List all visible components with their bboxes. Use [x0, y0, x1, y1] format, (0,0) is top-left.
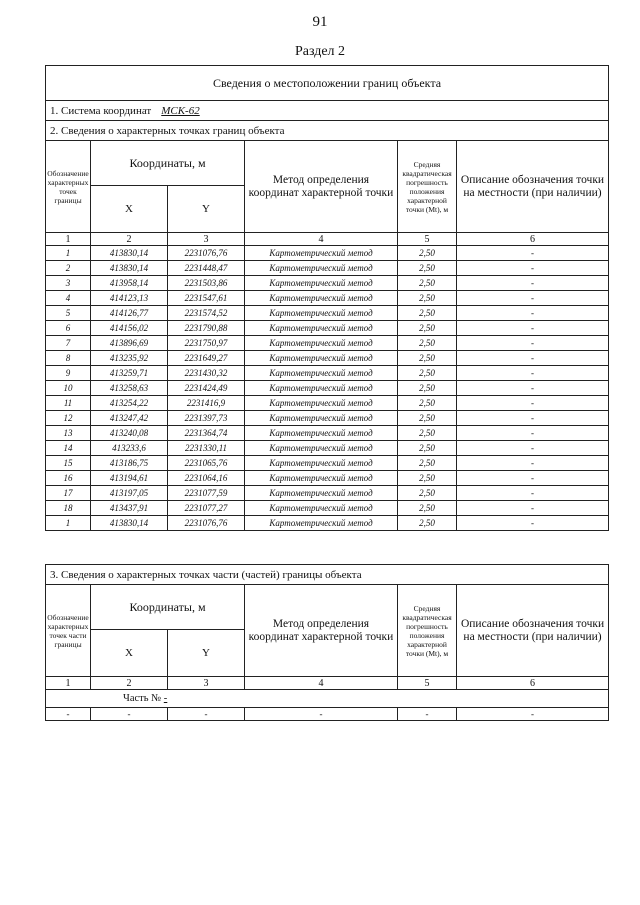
part-label-cell — [46, 690, 609, 708]
y-coord: 2231064,16 — [168, 471, 245, 486]
table-row — [46, 366, 609, 381]
error: 2,50 — [398, 411, 457, 426]
table-row — [46, 291, 609, 306]
table-row — [46, 336, 609, 351]
y-coord: 2231790,88 — [168, 321, 245, 336]
error: 2,50 — [398, 261, 457, 276]
col-number: 1 — [46, 677, 91, 690]
header-error: Средняя квадратическая погрешность положения характерной точки (Мt), м — [398, 141, 457, 233]
method: Картометрический метод — [245, 426, 398, 441]
error: 2,50 — [398, 441, 457, 456]
point-id: 17 — [46, 486, 91, 501]
part-value: - — [163, 693, 168, 704]
method: Картометрический метод — [245, 471, 398, 486]
point-id: 4 — [46, 291, 91, 306]
header-point: Обозначение характерных точек границы — [46, 141, 91, 233]
x-coord: 413830,14 — [91, 516, 168, 531]
col-number: 5 — [398, 677, 457, 690]
description: - — [457, 396, 609, 411]
description: - — [457, 291, 609, 306]
description: - — [457, 516, 609, 531]
point-id: 13 — [46, 426, 91, 441]
part-dash-row — [46, 708, 609, 721]
header-y: Y — [168, 186, 245, 233]
table-row — [46, 396, 609, 411]
x-coord: 413259,71 — [91, 366, 168, 381]
x-coord: 413240,08 — [91, 426, 168, 441]
header-method: Метод определения координат характерной точки — [245, 141, 398, 233]
dash-cell: - — [46, 708, 91, 721]
method: Картометрический метод — [245, 336, 398, 351]
header-error: Средняя квадратическая погрешность положения характерной точки (Мt), м — [398, 585, 457, 677]
table-row — [46, 351, 609, 366]
method: Картометрический метод — [245, 321, 398, 336]
part-row — [46, 690, 609, 708]
description: - — [457, 306, 609, 321]
section2-title: 2. Сведения о характерных точках границ объекта — [46, 121, 609, 141]
coordinate-system-row — [46, 101, 609, 121]
x-coord: 413194,61 — [91, 471, 168, 486]
point-id: 8 — [46, 351, 91, 366]
x-coord: 414126,77 — [91, 306, 168, 321]
method: Картометрический метод — [245, 381, 398, 396]
method: Картометрический метод — [245, 261, 398, 276]
error: 2,50 — [398, 471, 457, 486]
y-coord: 2231430,32 — [168, 366, 245, 381]
method: Картометрический метод — [245, 246, 398, 261]
x-coord: 413247,42 — [91, 411, 168, 426]
point-id: 15 — [46, 456, 91, 471]
error: 2,50 — [398, 276, 457, 291]
point-id: 9 — [46, 366, 91, 381]
table-row — [46, 516, 609, 531]
point-id: 2 — [46, 261, 91, 276]
point-id: 3 — [46, 276, 91, 291]
description: - — [457, 336, 609, 351]
description: - — [457, 366, 609, 381]
x-coord: 413186,75 — [91, 456, 168, 471]
part-label: Часть № — [123, 693, 162, 704]
page-number: 91 — [312, 14, 328, 30]
description: - — [457, 246, 609, 261]
table-row — [46, 246, 609, 261]
col-number: 5 — [398, 233, 457, 246]
error: 2,50 — [398, 426, 457, 441]
table-row — [46, 321, 609, 336]
description: - — [457, 276, 609, 291]
y-coord: 2231574,52 — [168, 306, 245, 321]
error: 2,50 — [398, 321, 457, 336]
dash-cell: - — [91, 708, 168, 721]
error: 2,50 — [398, 366, 457, 381]
col-number: 3 — [168, 677, 245, 690]
dash-cell: - — [168, 708, 245, 721]
x-coord: 413830,14 — [91, 261, 168, 276]
y-coord: 2231547,61 — [168, 291, 245, 306]
header-y: Y — [168, 630, 245, 677]
point-id: 6 — [46, 321, 91, 336]
y-coord: 2231448,47 — [168, 261, 245, 276]
y-coord: 2231330,11 — [168, 441, 245, 456]
point-id: 5 — [46, 306, 91, 321]
error: 2,50 — [398, 246, 457, 261]
header-coords: Координаты, м — [91, 141, 245, 186]
point-id: 10 — [46, 381, 91, 396]
point-id: 1 — [46, 516, 91, 531]
description: - — [457, 261, 609, 276]
point-id: 1 — [46, 246, 91, 261]
description: - — [457, 426, 609, 441]
section-title: Раздел 2 — [294, 44, 346, 59]
x-coord: 413896,69 — [91, 336, 168, 351]
x-coord: 414156,02 — [91, 321, 168, 336]
x-coord: 413233,6 — [91, 441, 168, 456]
description: - — [457, 321, 609, 336]
x-coord: 413197,05 — [91, 486, 168, 501]
description: - — [457, 351, 609, 366]
y-coord: 2231364,74 — [168, 426, 245, 441]
method: Картометрический метод — [245, 516, 398, 531]
description: - — [457, 441, 609, 456]
x-coord: 413437,91 — [91, 501, 168, 516]
header-x: X — [91, 630, 168, 677]
description: - — [457, 501, 609, 516]
description: - — [457, 411, 609, 426]
col-number: 2 — [91, 233, 168, 246]
error: 2,50 — [398, 306, 457, 321]
y-coord: 2231077,27 — [168, 501, 245, 516]
x-coord: 413254,22 — [91, 396, 168, 411]
coordinate-system-value: МСК-62 — [161, 104, 200, 117]
coordinate-system-label: 1. Система координат — [50, 104, 152, 117]
y-coord: 2231649,27 — [168, 351, 245, 366]
y-coord: 2231077,59 — [168, 486, 245, 501]
table-row — [46, 276, 609, 291]
method: Картометрический метод — [245, 456, 398, 471]
x-coord: 413958,14 — [91, 276, 168, 291]
y-coord: 2231503,86 — [168, 276, 245, 291]
part-points-table — [45, 564, 609, 721]
table-row — [46, 501, 609, 516]
point-id: 12 — [46, 411, 91, 426]
x-coord: 413258,63 — [91, 381, 168, 396]
col-number: 4 — [245, 677, 398, 690]
dash-cell: - — [398, 708, 457, 721]
table-row — [46, 486, 609, 501]
header-description: Описание обозначения точки на местности (при наличии) — [457, 585, 609, 677]
y-coord: 2231416,9 — [168, 396, 245, 411]
dash-cell: - — [457, 708, 609, 721]
error: 2,50 — [398, 396, 457, 411]
description: - — [457, 381, 609, 396]
column-numbers-row — [46, 233, 609, 246]
error: 2,50 — [398, 516, 457, 531]
col-number: 6 — [457, 233, 609, 246]
x-coord: 414123,13 — [91, 291, 168, 306]
method: Картометрический метод — [245, 291, 398, 306]
header-method: Метод определения координат характерной точки — [245, 585, 398, 677]
table-title: Сведения о местоположении границ объекта — [46, 66, 609, 101]
method: Картометрический метод — [245, 396, 398, 411]
error: 2,50 — [398, 336, 457, 351]
error: 2,50 — [398, 381, 457, 396]
column-numbers-row — [46, 677, 609, 690]
description: - — [457, 456, 609, 471]
error: 2,50 — [398, 291, 457, 306]
method: Картометрический метод — [245, 306, 398, 321]
error: 2,50 — [398, 501, 457, 516]
method: Картометрический метод — [245, 501, 398, 516]
table-row — [46, 456, 609, 471]
table-row — [46, 306, 609, 321]
header-point-part: Обозначение характерных точек части границы — [46, 585, 91, 677]
col-number: 1 — [46, 233, 91, 246]
method: Картометрический метод — [245, 351, 398, 366]
method: Картометрический метод — [245, 366, 398, 381]
point-id: 14 — [46, 441, 91, 456]
section3-title: 3. Сведения о характерных точках части (частей) границы объекта — [46, 565, 609, 585]
method: Картометрический метод — [245, 486, 398, 501]
dash-cell: - — [245, 708, 398, 721]
error: 2,50 — [398, 351, 457, 366]
table-row — [46, 411, 609, 426]
error: 2,50 — [398, 456, 457, 471]
y-coord: 2231424,49 — [168, 381, 245, 396]
method: Картометрический метод — [245, 411, 398, 426]
y-coord: 2231076,76 — [168, 246, 245, 261]
table-row — [46, 441, 609, 456]
error: 2,50 — [398, 486, 457, 501]
y-coord: 2231065,76 — [168, 456, 245, 471]
boundary-points-table — [45, 65, 609, 531]
header-coords: Координаты, м — [91, 585, 245, 630]
col-number: 2 — [91, 677, 168, 690]
col-number: 4 — [245, 233, 398, 246]
table-row — [46, 426, 609, 441]
table-row — [46, 261, 609, 276]
y-coord: 2231750,97 — [168, 336, 245, 351]
header-description: Описание обозначения точки на местности (при наличии) — [457, 141, 609, 233]
col-number: 3 — [168, 233, 245, 246]
point-id: 16 — [46, 471, 91, 486]
col-number: 6 — [457, 677, 609, 690]
header-x: X — [91, 186, 168, 233]
point-id: 7 — [46, 336, 91, 351]
method: Картометрический метод — [245, 441, 398, 456]
x-coord: 413830,14 — [91, 246, 168, 261]
table-row — [46, 381, 609, 396]
description: - — [457, 486, 609, 501]
method: Картометрический метод — [245, 276, 398, 291]
points-body — [46, 246, 609, 531]
description: - — [457, 471, 609, 486]
y-coord: 2231397,73 — [168, 411, 245, 426]
point-id: 18 — [46, 501, 91, 516]
point-id: 11 — [46, 396, 91, 411]
y-coord: 2231076,76 — [168, 516, 245, 531]
table-row — [46, 471, 609, 486]
x-coord: 413235,92 — [91, 351, 168, 366]
